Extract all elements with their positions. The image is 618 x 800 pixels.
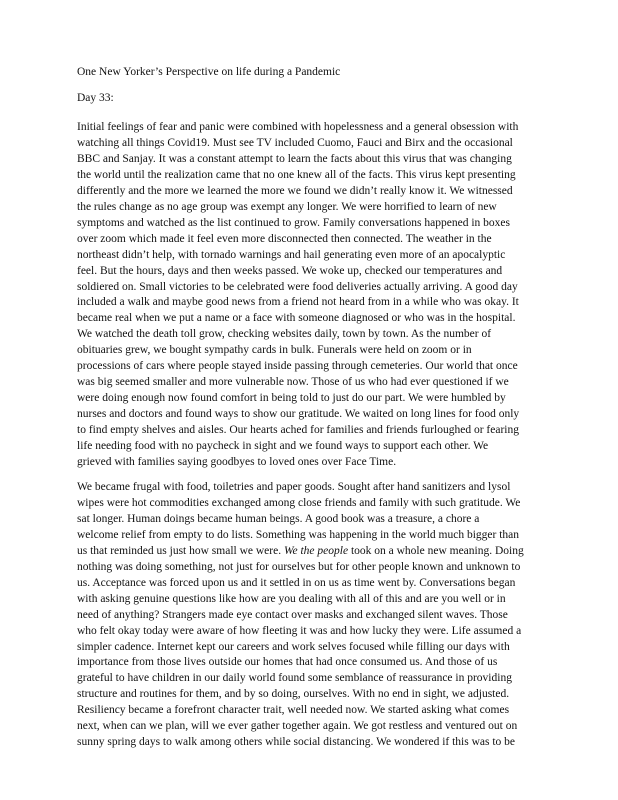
- document-page: [77, 64, 547, 751]
- text-line: obituaries grew, we bought sympathy cards in bulk. Funerals were held on zoom or in: [77, 344, 472, 357]
- day-label: Day 33:: [77, 92, 114, 104]
- text-line: were doing enough now found comfort in being told to just do our part. We were humbled by: [77, 392, 506, 405]
- paragraph-1: [77, 120, 547, 471]
- text-line: grieved with families saying goodbyes to loved ones over Face Time.: [77, 456, 397, 469]
- text-line: with asking genuine questions like how are you dealing with all of this and are you well or in: [77, 592, 506, 605]
- text-line: northeast didn’t help, with tornado warnings and hail generating even more of an apocalyptic: [77, 248, 506, 261]
- text-line: to find empty shelves and aisles. Our hearts ached for families and friends furloughed or fearing: [77, 424, 519, 437]
- text-line: importance from those lives outside our homes that had once consumed us. And those of us: [77, 656, 498, 669]
- text-line: soldiered on. Small victories to be celebrated were food deliveries actually arriving. A good day: [77, 280, 518, 293]
- text-line: nurses and doctors and found ways to show our gratitude. We waited on long lines for food only: [77, 408, 520, 421]
- text-line: the rules change as no age group was exempt any longer. We were horrified to learn of new: [77, 200, 497, 213]
- text-line-with-emphasis: [77, 544, 547, 560]
- text-line: symptoms and watched as the list continued to grow. Family conversations happened in boxes: [77, 216, 510, 229]
- text-line: watching all things Covid19. Must see TV included Cuomo, Fauci and Birx and the occasional: [77, 136, 513, 149]
- text-line: was big seemed smaller and more vulnerable now. Those of us who had ever questioned if we: [77, 376, 509, 389]
- text-line: who felt okay today were aware of how fleeting it was and how lucky they were. Life assumed a: [77, 624, 522, 637]
- text-line: We became frugal with food, toiletries and paper goods. Sought after hand sanitizers and lysol: [77, 480, 511, 493]
- text-segment: took on a whole new meaning. Doing: [350, 544, 524, 557]
- text-line: We watched the death toll grow, checking websites daily, town by town. As the number of: [77, 328, 492, 341]
- text-line: simpler cadence. Internet kept our careers and work selves focused while filling our days with: [77, 640, 510, 653]
- paragraph-2: [77, 480, 547, 751]
- text-line: next, when can we plan, will we ever gather together again. We got restless and ventured out on: [77, 720, 518, 733]
- text-line: became real when we put a name or a face with someone diagnosed or who was in the hospital.: [77, 312, 516, 325]
- text-segment: us that reminded us just how small we were.: [77, 544, 282, 557]
- text-line: structure and routines for them, and by so doing, ourselves. With no end in sight, we adjusted.: [77, 688, 510, 701]
- text-line: sunny spring days to walk among others while social distancing. We wondered if this was to be: [77, 736, 516, 749]
- text-line: included a walk and maybe good news from a friend not heard from in a while who was okay. It: [77, 296, 519, 309]
- text-line: nothing was doing something, not just for ourselves but for other people known and unknown to: [77, 560, 521, 573]
- text-line: wipes were hot commodities exchanged among close friends and family with such gratitude. We: [77, 496, 521, 509]
- text-line: Initial feelings of fear and panic were combined with hopelessness and a general obsession with: [77, 121, 519, 133]
- document-title: One New Yorker’s Perspective on life during a Pandemic: [77, 66, 341, 78]
- text-line: need of anything? Strangers made eye contact over masks and exchanged silent waves. Those: [77, 608, 508, 621]
- text-line: processions of cars where people stayed inside passing through cemeteries. Our world that once: [77, 360, 518, 373]
- text-line: grateful to have children in our daily world found some semblance of reassurance in providing: [77, 672, 512, 685]
- text-line: welcome relief from empty to do lists. Something was happening in the world much bigger than: [77, 528, 520, 541]
- text-line: sat longer. Human doings became human beings. A good book was a treasure, a chore a: [77, 512, 480, 525]
- text-line: Resiliency became a forefront character trait, well needed now. We started asking what comes: [77, 704, 510, 717]
- emphasis-we-the-people: We the people: [283, 544, 349, 557]
- text-line: differently and the more we learned the more we found we didn’t really know it. We witnessed: [77, 184, 513, 197]
- text-line: life needing food with no paycheck in sight and we found ways to support each other. We: [77, 440, 489, 453]
- text-line: feel. But the hours, days and then weeks passed. We woke up, checked our temperatures and: [77, 264, 503, 277]
- text-line: over zoom which made it feel even more disconnected then connected. The weather in the: [77, 232, 492, 245]
- text-line: BBC and Sanjay. It was a constant attempt to learn the facts about this virus that was changing: [77, 152, 512, 165]
- text-line: the world until the realization came that no one knew all of the facts. This virus kept presenting: [77, 168, 516, 181]
- text-line: us. Acceptance was forced upon us and it settled in on us as time went by. Conversations began: [77, 576, 516, 589]
